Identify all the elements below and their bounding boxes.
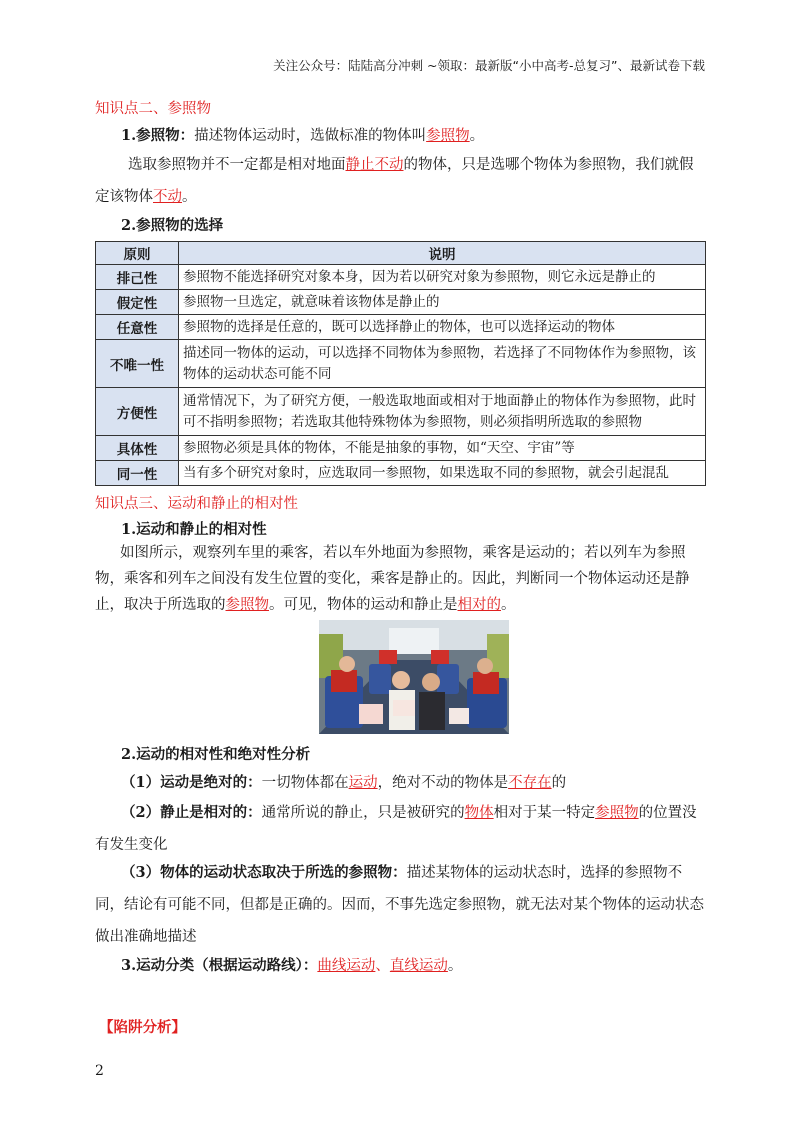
item2-text-1: 通常所说的静止，只是被研究的: [261, 805, 465, 821]
trap-analysis-title: 【陷阱分析】: [99, 1020, 186, 1036]
reference-note: [95, 149, 705, 213]
train-photo-illustration: [319, 620, 509, 734]
item1-label: （1）运动是绝对的：: [121, 774, 262, 791]
principle-cell: 不唯一性: [96, 340, 179, 388]
analysis-item-3: [95, 857, 705, 953]
item1-text-1: 一切物体都在: [261, 775, 349, 791]
choice-title: 2.参照物的选择: [121, 217, 224, 234]
note-text-1: 选取参照物并不一定都是相对地面: [128, 157, 346, 173]
table-row: [96, 290, 706, 315]
answer-blank: 参照物: [595, 805, 639, 821]
table-header-principle: 原则: [96, 242, 179, 265]
description-cell: 参照物的选择是任意的，既可以选择静止的物体，也可以选择运动的物体: [179, 315, 706, 340]
table-row: [96, 461, 706, 486]
answer-blank: 静止不动: [345, 157, 404, 173]
definition-label: 1.参照物：: [121, 127, 195, 144]
answer-blank: 直线运动: [389, 958, 448, 974]
table-row: [96, 340, 706, 388]
table-row: [96, 265, 706, 290]
answer-blank: 参照物: [426, 128, 470, 144]
answer-blank: 曲线运动: [317, 958, 376, 974]
section2-title: 知识点二、参照物: [95, 101, 211, 117]
answer-blank: 不动: [153, 189, 182, 205]
item2-label: （2）静止是相对的：: [121, 804, 262, 821]
description-cell: 通常情况下，为了研究方便，一般选取地面或相对于地面静止的物体作为参照物，此时可不指明参照物；若选取其他特殊物体为参照物，则必须指明所选取的参照物: [179, 388, 706, 436]
description-cell: 参照物必须是具体的物体，不能是抽象的事物，如“天空、宇宙”等: [179, 436, 706, 461]
note-text-2: 的物体，只是选哪个物体为参照物，我们就假定该物体: [95, 157, 694, 205]
description-cell: 参照物一旦选定，就意味着该物体是静止的: [179, 290, 706, 315]
principle-cell: 任意性: [96, 315, 179, 340]
definition-end: 。: [469, 128, 485, 144]
description-cell: 当有多个研究对象时，应选取同一参照物，如果选取不同的参照物，就会引起混乱: [179, 461, 706, 486]
answer-blank: 参照物: [225, 597, 269, 613]
motion-classification: [121, 956, 462, 976]
relativity-end: 。: [501, 597, 516, 613]
table-row: [96, 436, 706, 461]
item3-label: （3）物体的运动状态取决于所选的参照物：: [121, 864, 407, 881]
item1-text-2: ，绝对不动的物体是: [377, 775, 509, 791]
description-cell: 参照物不能选择研究对象本身，因为若以研究对象为参照物，则它永远是静止的: [179, 265, 706, 290]
item2-end: 的位置没有发生变化: [95, 805, 697, 853]
item1-end: 的: [551, 775, 567, 791]
description-cell: 描述同一物体的运动，可以选择不同物体为参照物，若选择了不同物体作为参照物，该物体的运动状态可能不同: [179, 340, 706, 388]
answer-blank: 物体: [464, 805, 494, 821]
relativity-title: 1.运动和静止的相对性: [121, 521, 267, 538]
classification-label: 3.运动分类（根据运动路线）：: [121, 957, 318, 974]
header-note: 关注公众号：陆陆高分冲刺 ~领取：最新版“小中高考-总复习”、最新试卷下载: [273, 58, 705, 73]
table-header-row: [96, 242, 706, 265]
item3-text: 描述某物体的运动状态时，选择的参照物不同，结论有可能不同，但都是正确的。因而，不事先选定参照物，就无法对某个物体的运动状态做出准确地描述: [95, 865, 704, 945]
answer-blank: 不存在: [508, 775, 552, 791]
analysis-item-1: [121, 773, 566, 793]
relativity-paragraph: [95, 540, 705, 618]
note-end: 。: [182, 189, 197, 205]
answer-blank: 运动: [348, 775, 378, 791]
principle-cell: 具体性: [96, 436, 179, 461]
classification-end: 。: [447, 958, 463, 974]
principle-cell: 假定性: [96, 290, 179, 315]
page-number: 2: [95, 1063, 104, 1079]
item2-text-2: 相对于某一特定: [493, 805, 596, 821]
analysis-title: 2.运动的相对性和绝对性分析: [121, 746, 311, 763]
answer-blank: 相对的: [457, 597, 501, 613]
relativity-text-1: 如图所示，观察列车里的乘客，若以车外地面为参照物，乘客是运动的；若以列车为参照物，乘客和列车之间没有发生位置的变化，乘客是静止的。因此，判断同一个物体运动还是静止，取决于所选取的: [95, 545, 690, 613]
principle-cell: 同一性: [96, 461, 179, 486]
relativity-text-2: 。可见，物体的运动和静止是: [269, 597, 458, 613]
table-row: [96, 315, 706, 340]
reference-rules-table: [95, 241, 706, 486]
classification-separator: 、: [375, 958, 390, 974]
principle-cell: 排己性: [96, 265, 179, 290]
analysis-item-2: [95, 797, 705, 861]
section3-title: 知识点三、运动和静止的相对性: [95, 496, 298, 512]
principle-cell: 方便性: [96, 388, 179, 436]
table-header-description: 说明: [179, 242, 706, 265]
table-row: [96, 388, 706, 436]
reference-definition: [121, 126, 484, 146]
definition-text: 描述物体运动时，选做标准的物体叫: [194, 128, 427, 144]
train-passengers-photo: [319, 620, 509, 734]
